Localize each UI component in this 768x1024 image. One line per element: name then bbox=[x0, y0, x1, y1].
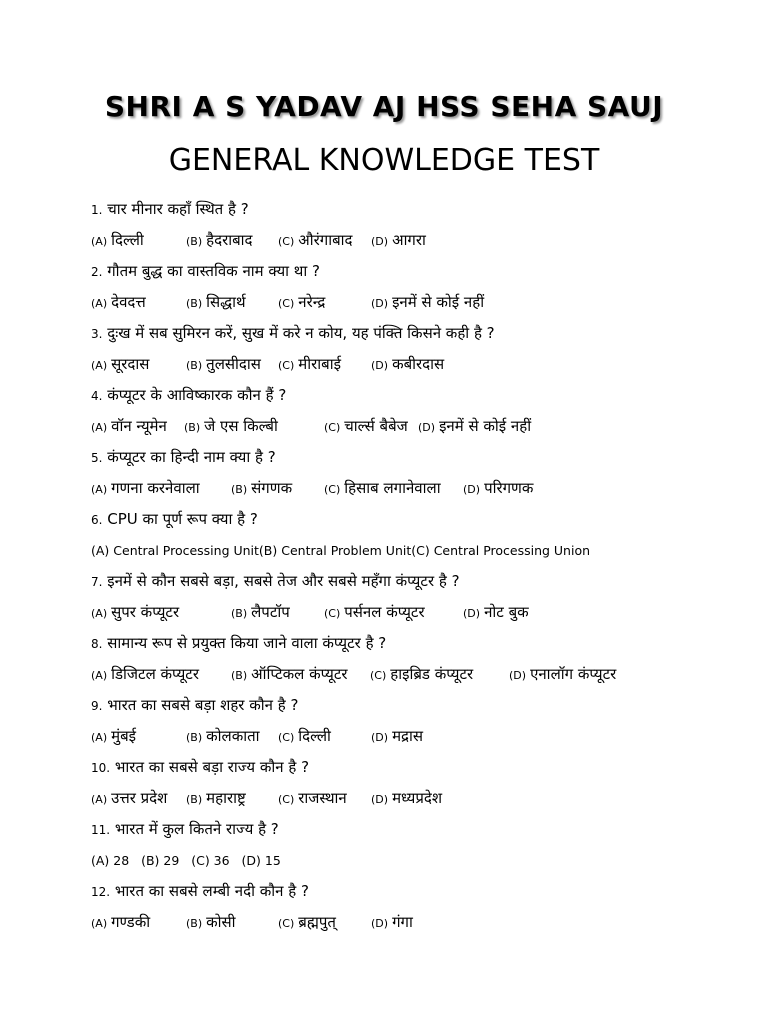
option-b[interactable] bbox=[186, 907, 236, 939]
option-b[interactable] bbox=[186, 349, 261, 381]
option-text: नरेन्द्र bbox=[298, 293, 326, 311]
option-label: (D) bbox=[371, 235, 389, 248]
option-text: गण्डकी bbox=[111, 913, 151, 931]
option-text: डिजिटल कंप्यूटर bbox=[111, 665, 199, 683]
option-c[interactable] bbox=[278, 349, 341, 381]
options-4 bbox=[91, 411, 751, 442]
option-label: (C) bbox=[324, 607, 341, 620]
option-label: (A) bbox=[91, 421, 108, 434]
options-8 bbox=[91, 659, 751, 690]
option-label: (C) bbox=[278, 917, 295, 930]
option-label: (C) bbox=[278, 235, 295, 248]
question-text: चार मीनार कहाँ स्थित है ? bbox=[107, 200, 249, 218]
options-6: (A) Central Processing Unit(B) Central Problem Unit(C) Central Processing Union bbox=[91, 543, 591, 558]
option-b[interactable] bbox=[184, 411, 278, 443]
question-text: भारत का सबसे लम्बी नदी कौन है ? bbox=[114, 882, 309, 900]
question-text: कंप्यूटर का हिन्दी नाम क्या है ? bbox=[107, 448, 276, 466]
options-9 bbox=[91, 721, 751, 752]
options-12 bbox=[91, 907, 751, 938]
option-label: (D) bbox=[371, 359, 389, 372]
question-number: 1. bbox=[91, 203, 103, 217]
option-d[interactable] bbox=[509, 659, 616, 691]
option-a[interactable] bbox=[91, 783, 167, 815]
option-label: (D) bbox=[371, 793, 389, 806]
option-text: मीराबाई bbox=[298, 355, 341, 373]
option-text: कोलकाता bbox=[206, 727, 260, 745]
option-a[interactable] bbox=[91, 349, 149, 381]
option-c[interactable] bbox=[324, 473, 441, 505]
question-10 bbox=[91, 752, 751, 783]
option-d[interactable] bbox=[371, 225, 426, 257]
option-label: (C) bbox=[324, 483, 341, 496]
option-text: इनमें से कोई नहीं bbox=[392, 293, 485, 311]
options-11: (A) 28 (B) 29 (C) 36 (D) 15 bbox=[91, 853, 281, 868]
option-a[interactable] bbox=[91, 287, 146, 319]
option-label: (D) bbox=[418, 421, 436, 434]
option-label: (C) bbox=[278, 297, 295, 310]
options-2 bbox=[91, 287, 751, 318]
option-text: कोसी bbox=[206, 913, 236, 931]
option-a[interactable] bbox=[91, 411, 167, 443]
option-label: (B) bbox=[186, 731, 203, 744]
option-c[interactable] bbox=[278, 907, 336, 939]
option-text: तुलसीदास bbox=[206, 355, 261, 373]
option-text: संगणक bbox=[251, 479, 293, 497]
question-8 bbox=[91, 628, 751, 659]
option-label: (B) bbox=[231, 669, 248, 682]
question-number: 9. bbox=[91, 699, 103, 713]
option-d[interactable] bbox=[463, 597, 529, 629]
option-text: मुंबई bbox=[111, 727, 137, 745]
option-label: (B) bbox=[231, 607, 248, 620]
option-text: सुपर कंप्यूटर bbox=[111, 603, 180, 621]
option-text: परिगणक bbox=[484, 479, 534, 497]
option-d[interactable] bbox=[463, 473, 533, 505]
question-text: भारत में कुल कितने राज्य है ? bbox=[114, 820, 279, 838]
option-label: (B) bbox=[184, 421, 201, 434]
option-text: गणना करनेवाला bbox=[111, 479, 200, 497]
option-label: (B) bbox=[231, 483, 248, 496]
option-label: (B) bbox=[186, 793, 203, 806]
option-b[interactable] bbox=[231, 597, 290, 629]
question-text: CPU का पूर्ण रूप क्या है ? bbox=[107, 510, 258, 528]
question-text: भारत का सबसे बड़ा राज्य कौन है ? bbox=[114, 758, 310, 776]
option-label: (C) bbox=[278, 731, 295, 744]
question-3 bbox=[91, 318, 751, 349]
option-text: चार्ल्स बैबेज bbox=[344, 417, 408, 435]
school-name: SHRI A S YADAV AJ HSS SEHA SAUJ bbox=[104, 90, 664, 123]
option-a[interactable] bbox=[91, 659, 199, 691]
question-5 bbox=[91, 442, 751, 473]
option-label: (D) bbox=[463, 483, 481, 496]
option-label: (D) bbox=[371, 297, 389, 310]
question-number: 2. bbox=[91, 265, 103, 279]
option-d[interactable] bbox=[371, 287, 484, 319]
question-number: 10. bbox=[91, 761, 111, 775]
option-b[interactable] bbox=[186, 783, 246, 815]
option-label: (A) bbox=[91, 235, 108, 248]
option-label: (A) bbox=[91, 793, 108, 806]
option-text: इनमें से कोई नहीं bbox=[439, 417, 532, 435]
option-text: जे एस किल्बी bbox=[204, 417, 278, 435]
test-title: GENERAL KNOWLEDGE TEST bbox=[168, 143, 600, 178]
option-b[interactable] bbox=[186, 721, 260, 753]
option-label: (D) bbox=[371, 917, 389, 930]
question-number: 8. bbox=[91, 637, 103, 651]
option-label: (A) bbox=[91, 297, 108, 310]
question-1 bbox=[91, 194, 751, 225]
option-label: (C) bbox=[324, 421, 341, 434]
option-b[interactable] bbox=[186, 287, 246, 319]
question-text: कंप्यूटर के आविष्कारक कौन हैं ? bbox=[107, 386, 287, 404]
question-number: 6. bbox=[91, 513, 103, 527]
option-a[interactable] bbox=[91, 907, 150, 939]
option-label: (A) bbox=[91, 731, 108, 744]
option-text: सिद्धार्थ bbox=[206, 293, 246, 311]
option-text: राजस्थान bbox=[298, 789, 347, 807]
options-1 bbox=[91, 225, 751, 256]
option-label: (A) bbox=[91, 917, 108, 930]
option-label: (B) bbox=[186, 359, 203, 372]
option-text: पर्सनल कंप्यूटर bbox=[344, 603, 425, 621]
option-b[interactable] bbox=[186, 225, 253, 257]
option-text: देवदत्त bbox=[111, 293, 146, 311]
options-3 bbox=[91, 349, 751, 380]
option-d[interactable] bbox=[371, 721, 423, 753]
option-text: लैपटॉप bbox=[251, 603, 290, 621]
question-number: 3. bbox=[91, 327, 103, 341]
option-text: हिसाब लगानेवाला bbox=[344, 479, 441, 497]
option-label: (C) bbox=[370, 669, 387, 682]
question-7 bbox=[91, 566, 751, 597]
option-text: औरंगाबाद bbox=[298, 231, 353, 249]
option-label: (D) bbox=[509, 669, 527, 682]
option-text: दिल्ली bbox=[111, 231, 144, 249]
question-text: इनमें से कौन सबसे बड़ा, सबसे तेज और सबसे महँगा कंप्यूटर है ? bbox=[107, 572, 460, 590]
option-text: हैदराबाद bbox=[206, 231, 253, 249]
option-label: (C) bbox=[278, 793, 295, 806]
option-text: आगरा bbox=[392, 231, 426, 249]
option-text: एनालॉग कंप्यूटर bbox=[530, 665, 617, 683]
question-text: दुःख में सब सुमिरन करें, सुख में करे न कोय, यह पंक्ति किसने कही है ? bbox=[107, 324, 495, 342]
option-text: मध्यप्रदेश bbox=[392, 789, 443, 807]
question-2 bbox=[91, 256, 751, 287]
option-c[interactable] bbox=[324, 597, 425, 629]
option-text: उत्तर प्रदेश bbox=[111, 789, 168, 807]
option-label: (A) bbox=[91, 607, 108, 620]
question-number: 11. bbox=[91, 823, 111, 837]
option-b[interactable] bbox=[231, 473, 292, 505]
option-text: दिल्ली bbox=[298, 727, 331, 745]
option-label: (D) bbox=[371, 731, 389, 744]
option-label: (A) bbox=[91, 359, 108, 372]
question-text: भारत का सबसे बड़ा शहर कौन है ? bbox=[107, 696, 299, 714]
question-list bbox=[91, 194, 751, 938]
question-number: 7. bbox=[91, 575, 103, 589]
question-number: 4. bbox=[91, 389, 103, 403]
option-c[interactable] bbox=[278, 783, 347, 815]
options-5 bbox=[91, 473, 751, 504]
option-label: (C) bbox=[278, 359, 295, 372]
option-label: (D) bbox=[463, 607, 481, 620]
option-a[interactable] bbox=[91, 597, 179, 629]
question-4 bbox=[91, 380, 751, 411]
option-text: गंगा bbox=[392, 913, 413, 931]
option-d[interactable] bbox=[418, 411, 531, 443]
question-number: 12. bbox=[91, 885, 111, 899]
option-c[interactable] bbox=[324, 411, 408, 443]
question-9 bbox=[91, 690, 751, 721]
option-d[interactable] bbox=[371, 783, 442, 815]
option-b[interactable] bbox=[231, 659, 348, 691]
option-text: ब्रह्मपुत् bbox=[298, 913, 336, 931]
question-6 bbox=[91, 504, 751, 535]
option-a[interactable] bbox=[91, 721, 136, 753]
option-c[interactable] bbox=[370, 659, 473, 691]
question-text: गौतम बुद्ध का वास्तविक नाम क्या था ? bbox=[107, 262, 320, 280]
options-10 bbox=[91, 783, 751, 814]
option-text: कबीरदास bbox=[392, 355, 445, 373]
option-label: (B) bbox=[186, 917, 203, 930]
question-12 bbox=[91, 876, 751, 907]
options-7 bbox=[91, 597, 751, 628]
option-a[interactable] bbox=[91, 225, 144, 257]
option-c[interactable] bbox=[278, 225, 353, 257]
option-text: मद्रास bbox=[392, 727, 424, 745]
option-text: हाइब्रिड कंप्यूटर bbox=[390, 665, 474, 683]
option-c[interactable] bbox=[278, 287, 325, 319]
question-11 bbox=[91, 814, 751, 845]
question-number: 5. bbox=[91, 451, 103, 465]
option-label: (A) bbox=[91, 669, 108, 682]
option-text: नोट बुक bbox=[484, 603, 529, 621]
option-text: महाराष्ट्र bbox=[206, 789, 246, 807]
option-text: वॉन न्यूमेन bbox=[111, 417, 167, 435]
option-a[interactable] bbox=[91, 473, 200, 505]
option-label: (B) bbox=[186, 235, 203, 248]
option-text: सूरदास bbox=[111, 355, 150, 373]
option-label: (A) bbox=[91, 483, 108, 496]
option-label: (B) bbox=[186, 297, 203, 310]
option-text: ऑप्टिकल कंप्यूटर bbox=[251, 665, 348, 683]
option-d[interactable] bbox=[371, 349, 444, 381]
option-d[interactable] bbox=[371, 907, 413, 939]
option-c[interactable] bbox=[278, 721, 331, 753]
question-text: सामान्य रूप से प्रयुक्त किया जाने वाला कंप्यूटर है ? bbox=[107, 634, 387, 652]
